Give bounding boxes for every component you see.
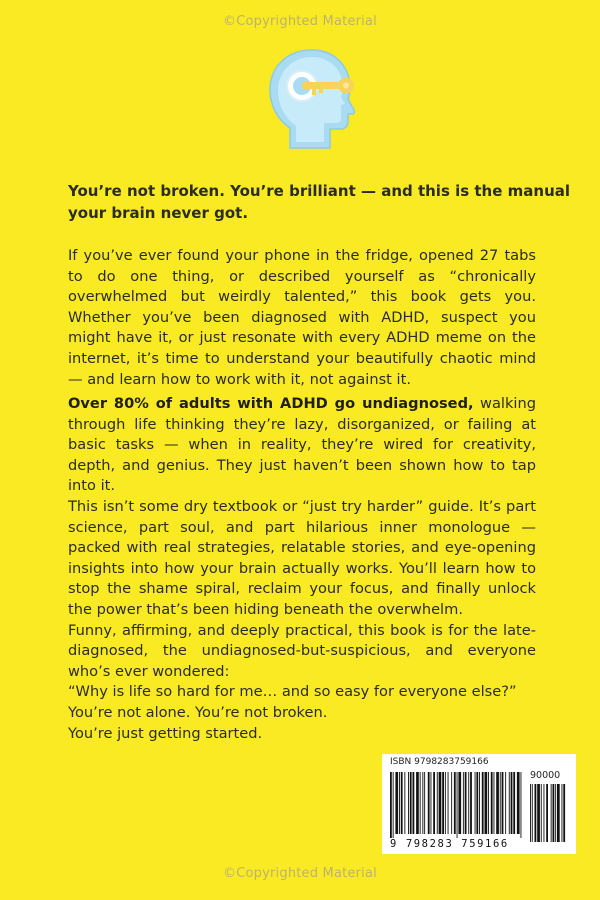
barcode-addon-bar — [537, 784, 540, 842]
lead-rest: walking — [473, 395, 536, 412]
barcode-bar — [521, 772, 522, 838]
barcode-bars — [390, 772, 566, 842]
paragraph-line: might have it, or just resonate with every ADHD meme on the — [68, 329, 536, 347]
paragraph-line: depth, and genius. They just haven’t been shown how to tap — [68, 456, 536, 474]
copyright-watermark-top: ©Copyrighted Material — [223, 14, 377, 29]
barcode-bar — [463, 772, 464, 834]
barcode-bar — [491, 772, 493, 834]
barcode-bar — [476, 772, 478, 834]
barcode-bar — [458, 772, 461, 834]
barcode-addon-bar — [557, 784, 560, 842]
barcode-bar — [485, 772, 488, 834]
barcode-bar — [424, 772, 425, 834]
paragraph-main — [68, 394, 536, 744]
barcode-bar — [470, 772, 472, 834]
barcode-bar — [479, 772, 480, 834]
closing-line-1: You’re not alone. You’re not broken. — [68, 703, 328, 721]
barcode-bar — [488, 772, 489, 834]
barcode-bar — [494, 772, 495, 834]
barcode-addon-bar — [551, 784, 552, 842]
barcode-addon-bar — [530, 784, 531, 842]
barcode-bar — [475, 772, 476, 834]
barcode-bar — [439, 772, 442, 834]
barcode-addon-bar — [563, 784, 565, 842]
barcode-addon-bar — [546, 784, 548, 842]
barcode-bar — [416, 772, 419, 834]
barcode-addon-bar — [532, 784, 533, 842]
barcode-bar — [395, 772, 398, 834]
paragraph-line: Funny, affirming, and deeply practical, this book is for the late- — [68, 621, 536, 639]
barcode-bar — [437, 772, 438, 834]
barcode-bar — [468, 772, 469, 834]
barcode-bar — [457, 772, 458, 838]
barcode-bar — [496, 772, 499, 834]
barcode-bar — [511, 772, 513, 834]
price-code: 90000 — [530, 770, 561, 781]
paragraph-line: stop the shame spiral, reclaim your focus, and finally unlock — [68, 580, 536, 598]
paragraph-line: the power that’s been hiding beneath the overwhelm. — [68, 600, 463, 618]
paragraph-line: packed with real strategies, relatable stories, and eye-opening — [68, 539, 536, 557]
barcode-bar — [404, 772, 405, 834]
isbn-barcode — [382, 754, 576, 854]
paragraph-line: overwhelmed but weirdly talented,” this book gets you. — [68, 288, 536, 306]
barcode-bar — [509, 772, 510, 834]
paragraph-line: who’s ever wondered: — [68, 662, 230, 680]
closing-line-2: You’re just getting started. — [68, 724, 263, 742]
barcode-bar — [500, 772, 501, 834]
paragraph-line: This isn’t some dry textbook or “just try harder” guide. It’s part — [68, 497, 536, 515]
headline-line-1: You’re not broken. You’re brilliant — and this is the manual — [68, 182, 571, 200]
paragraph-line: insights into how your brain actually works. You’ll learn how to — [68, 559, 536, 577]
barcode-addon-bar — [544, 784, 545, 842]
barcode-bar — [517, 772, 520, 834]
barcode-bar — [433, 772, 435, 834]
headline — [68, 180, 571, 224]
paragraph-line: Whether you’ve been diagnosed with ADHD, suspect you — [68, 308, 536, 326]
barcode-bar — [442, 772, 444, 834]
barcode-addon-bar — [535, 784, 537, 842]
barcode-bar — [448, 772, 449, 834]
barcode-addon-bar — [553, 784, 555, 842]
barcode-bar — [451, 772, 452, 834]
barcode-bar — [390, 772, 392, 838]
barcode-bar — [413, 772, 415, 834]
paragraph-line: If you’ve ever found your phone in the fridge, opened 27 tabs — [68, 247, 536, 264]
barcode-bar — [454, 772, 456, 834]
barcode-bar — [428, 772, 430, 834]
paragraph-line: internet, it’s time to understand your beautifully chaotic mind — [68, 349, 536, 367]
paragraph-line: through life thinking they’re lazy, disorganized, or failing at — [68, 415, 536, 433]
barcode-bar — [420, 772, 421, 834]
barcode-bar — [445, 772, 446, 834]
barcode-bar — [399, 772, 400, 834]
quote-line: “Why is life so hard for me… and so easy for everyone else?” — [68, 683, 517, 701]
paragraph-line: basic tasks — when in reality, they’re wired for creativity, — [68, 436, 536, 454]
barcode-bar — [502, 772, 504, 834]
barcode-bar — [410, 772, 412, 834]
barcode-bar — [408, 772, 409, 834]
barcode-bar — [393, 772, 394, 838]
key-shaft — [302, 82, 344, 89]
barcode-addon-bar — [541, 784, 542, 842]
copyright-watermark-bottom: ©Copyrighted Material — [223, 866, 377, 881]
ean-digits: 9 798283 759166 — [390, 838, 509, 850]
paragraph-line: — and learn how to work with it, not against it. — [68, 370, 411, 388]
barcode-bar — [431, 772, 432, 834]
paragraph-line: to do one thing, or described yourself as “chronically — [68, 267, 536, 285]
barcode-bar — [513, 772, 515, 834]
paragraph-intro — [68, 246, 536, 390]
paragraph-line: into it. — [68, 477, 116, 495]
paragraph-line: diagnosed, the undiagnosed-but-suspicious, and everyone — [68, 642, 536, 660]
barcode-bar — [465, 772, 467, 834]
headline-line-2: your brain never got. — [68, 204, 249, 222]
barcode-bar — [401, 772, 403, 834]
barcode-bar — [422, 772, 423, 834]
head-with-key-icon — [256, 42, 356, 154]
barcode-bar — [482, 772, 484, 834]
paragraph-line: science, part soul, and part hilarious inner monologue — — [68, 518, 536, 536]
paragraph-line-lead — [68, 394, 536, 415]
bold-statistic: Over 80% of adults with ADHD go undiagnosed, — [68, 395, 474, 412]
isbn-label: ISBN 9798283759166 — [390, 757, 489, 767]
barcode-bar — [505, 772, 506, 834]
barcode-addon-bar — [562, 784, 563, 842]
barcode-addon-bar — [555, 784, 556, 842]
